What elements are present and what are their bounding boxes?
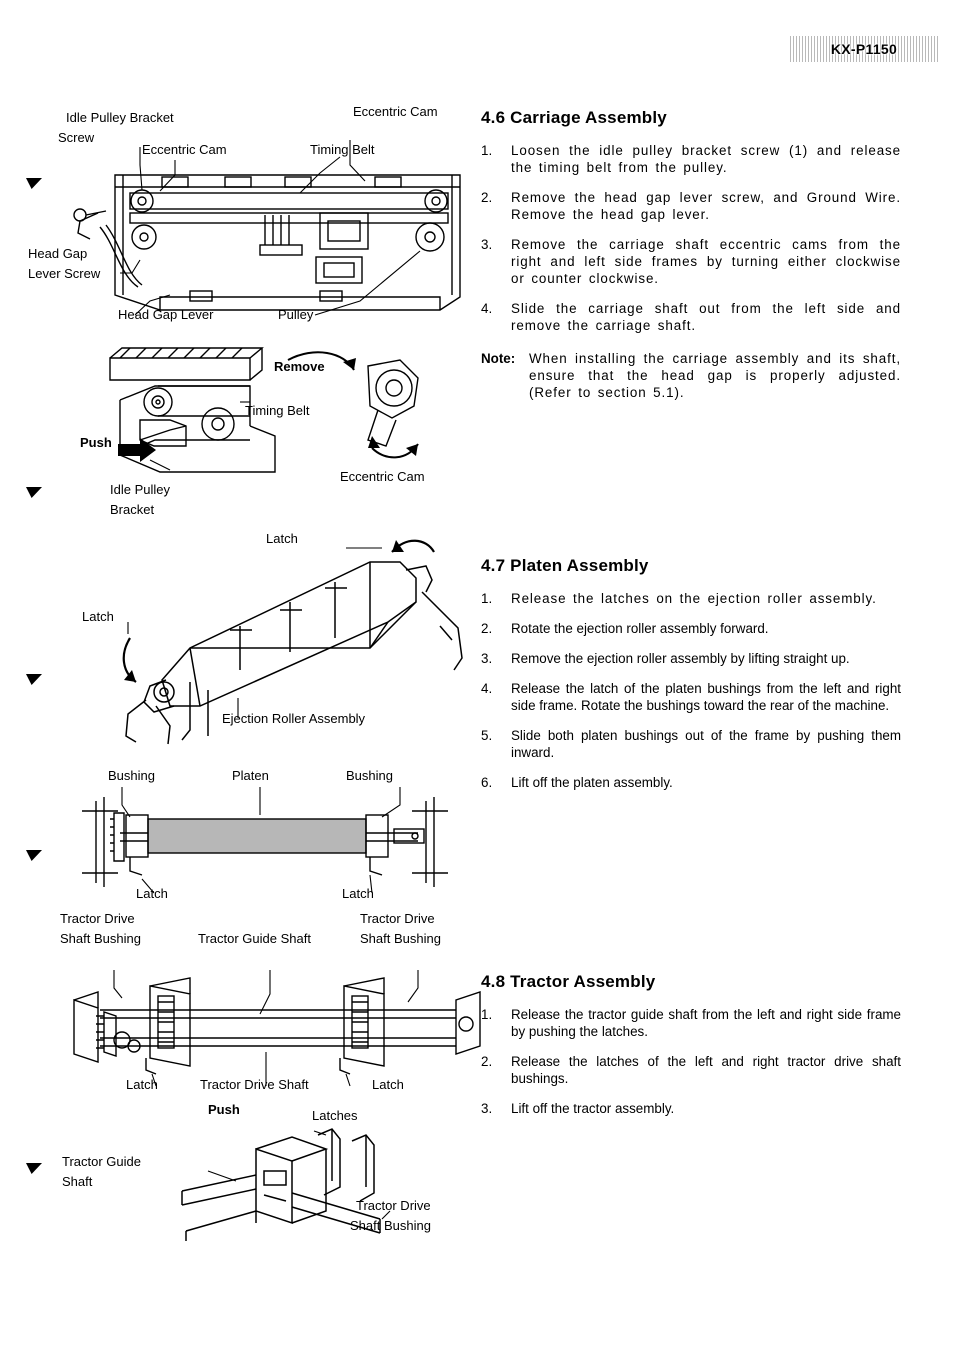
label-bushing-left: Bushing xyxy=(108,768,155,783)
step-number: 2. xyxy=(481,1054,493,1070)
list-item xyxy=(481,727,901,761)
list-item xyxy=(481,189,901,223)
step-number: 3. xyxy=(481,651,493,667)
list-item xyxy=(481,1053,901,1087)
section-carriage-assembly xyxy=(481,108,901,401)
section-tractor-assembly xyxy=(481,972,901,1130)
step-text: Remove the head gap lever screw, and Ground Wire. Remove the head gap lever. xyxy=(511,190,901,223)
label-idle-pulley: Idle Pulley xyxy=(110,482,170,497)
list-item xyxy=(481,1006,901,1040)
figure-carriage-detail xyxy=(80,340,480,530)
page-header-badge xyxy=(790,36,938,62)
step-number: 3. xyxy=(481,237,493,253)
label-eccentric-cam-detail: Eccentric Cam xyxy=(340,469,425,484)
label-latch-right: Latch xyxy=(372,1077,404,1092)
label-latches: Latches xyxy=(312,1108,358,1123)
list-item xyxy=(481,300,901,334)
label-shaft-bushing: Shaft Bushing xyxy=(350,1218,431,1233)
label-head-gap-lever: Head Gap Lever xyxy=(118,307,214,322)
label-bracket: Bracket xyxy=(110,502,155,517)
label-tractor-guide-shaft: Tractor Guide Shaft xyxy=(198,931,311,946)
label-tractor-drive-right: Tractor Drive xyxy=(360,911,435,926)
label-timing-belt: Timing Belt xyxy=(310,142,375,157)
label-ejection-roller-assembly: Ejection Roller Assembly xyxy=(222,711,366,726)
list-item xyxy=(481,1100,901,1117)
model-number: KX-P1150 xyxy=(830,41,898,57)
figure-platen xyxy=(70,768,470,905)
list-item xyxy=(481,236,901,287)
label-push: Push xyxy=(80,435,112,450)
label-latch-left: Latch xyxy=(82,609,114,624)
label-tractor-drive-left: Tractor Drive xyxy=(60,911,135,926)
list-item xyxy=(481,650,901,667)
step-number: 1. xyxy=(481,1007,493,1022)
label-latch-left: Latch xyxy=(126,1077,158,1092)
step-number: 2. xyxy=(481,621,493,637)
step-text: Lift off the tractor assembly. xyxy=(511,1101,675,1117)
step-text: Remove the ejection roller assembly by lifting straight up. xyxy=(511,651,850,667)
note-label: Note: xyxy=(481,351,516,367)
step-number: 2. xyxy=(481,190,493,206)
step-text: Lift off the platen assembly. xyxy=(511,775,673,791)
tractor-assembly-drawing xyxy=(60,928,480,1098)
label-platen: Platen xyxy=(232,768,269,783)
label-timing-belt-detail: Timing Belt xyxy=(245,403,310,418)
label-push: Push xyxy=(208,1102,240,1117)
label-latch-right: Latch xyxy=(342,886,374,901)
label-remove: Remove xyxy=(274,359,325,374)
edge-marker-icon xyxy=(26,487,42,498)
label-shaft: Shaft xyxy=(62,1174,93,1189)
step-text: Remove the carriage shaft eccentric cams from the right and left side frames by turning either clockwise or counter clockwise. xyxy=(511,237,901,287)
section-title: 4.7 Platen Assembly xyxy=(481,556,649,575)
step-number: 4. xyxy=(481,301,493,317)
list-item xyxy=(481,680,901,714)
step-text: Release the latch of the platen bushings from the left and right side frame. Rotate the bushings toward the rear of the machine. xyxy=(511,681,901,714)
section-title: 4.8 Tractor Assembly xyxy=(481,972,656,991)
step-list xyxy=(481,1006,901,1117)
step-text: Loosen the idle pulley bracket screw (1) and release the timing belt from the pulley. xyxy=(511,143,901,176)
step-text: Release the latches of the left and right tractor drive shaft bushings. xyxy=(511,1054,901,1087)
step-number: 5. xyxy=(481,728,493,744)
edge-marker-icon xyxy=(26,674,42,685)
label-screw: Screw xyxy=(58,130,95,145)
list-item xyxy=(481,774,901,791)
figure-tractor-detail xyxy=(60,1102,480,1255)
label-tractor-drive: Tractor Drive xyxy=(356,1198,431,1213)
step-number: 1. xyxy=(481,591,493,606)
label-lever-screw: Lever Screw xyxy=(28,266,101,281)
step-text: Release the tractor guide shaft from the left and right side frame by pushing the latches. xyxy=(511,1007,901,1040)
figure-carriage-assembly xyxy=(20,105,480,335)
note-block xyxy=(481,350,901,401)
platen-drawing xyxy=(70,775,470,905)
section-title: 4.6 Carriage Assembly xyxy=(481,108,667,127)
label-shaft-bushing-right: Shaft Bushing xyxy=(360,931,441,946)
note-text: When installing the carriage assembly and its shaft, ensure that the head gap is properly adjusted. (Refer to section 5.1). xyxy=(529,351,901,401)
label-head-gap: Head Gap xyxy=(28,246,88,261)
step-text: Slide both platen bushings out of the frame by pushing them inward. xyxy=(511,728,901,761)
label-eccentric-cam-right: Eccentric Cam xyxy=(353,104,438,119)
label-tractor-drive-shaft: Tractor Drive Shaft xyxy=(200,1077,309,1092)
step-number: 4. xyxy=(481,681,493,697)
label-eccentric-cam-left: Eccentric Cam xyxy=(142,142,227,157)
step-text: Rotate the ejection roller assembly forward. xyxy=(511,621,769,637)
section-platen-assembly xyxy=(481,556,901,804)
figure-tractor-assembly xyxy=(60,911,480,1098)
label-tractor-guide: Tractor Guide xyxy=(62,1154,141,1169)
label-pulley: Pulley xyxy=(278,307,314,322)
step-number: 1. xyxy=(481,143,493,158)
list-item xyxy=(481,142,901,176)
step-number: 6. xyxy=(481,775,493,791)
step-number: 3. xyxy=(481,1101,493,1117)
step-text: Release the latches on the ejection roller assembly. xyxy=(511,591,877,606)
edge-marker-icon xyxy=(26,1163,42,1174)
list-item xyxy=(481,590,901,607)
label-latch-left: Latch xyxy=(136,886,168,901)
label-idle-pulley-bracket: Idle Pulley Bracket xyxy=(66,110,174,125)
step-list xyxy=(481,590,901,791)
step-text: Slide the carriage shaft out from the left side and remove the carriage shaft. xyxy=(511,301,901,334)
edge-marker-icon xyxy=(26,850,42,861)
list-item xyxy=(481,620,901,637)
tractor-detail-drawing xyxy=(60,1115,480,1255)
label-shaft-bushing-left: Shaft Bushing xyxy=(60,931,141,946)
figure-ejection-roller xyxy=(70,530,480,750)
label-bushing-right: Bushing xyxy=(346,768,393,783)
step-list xyxy=(481,142,901,334)
label-latch-top: Latch xyxy=(266,531,298,546)
